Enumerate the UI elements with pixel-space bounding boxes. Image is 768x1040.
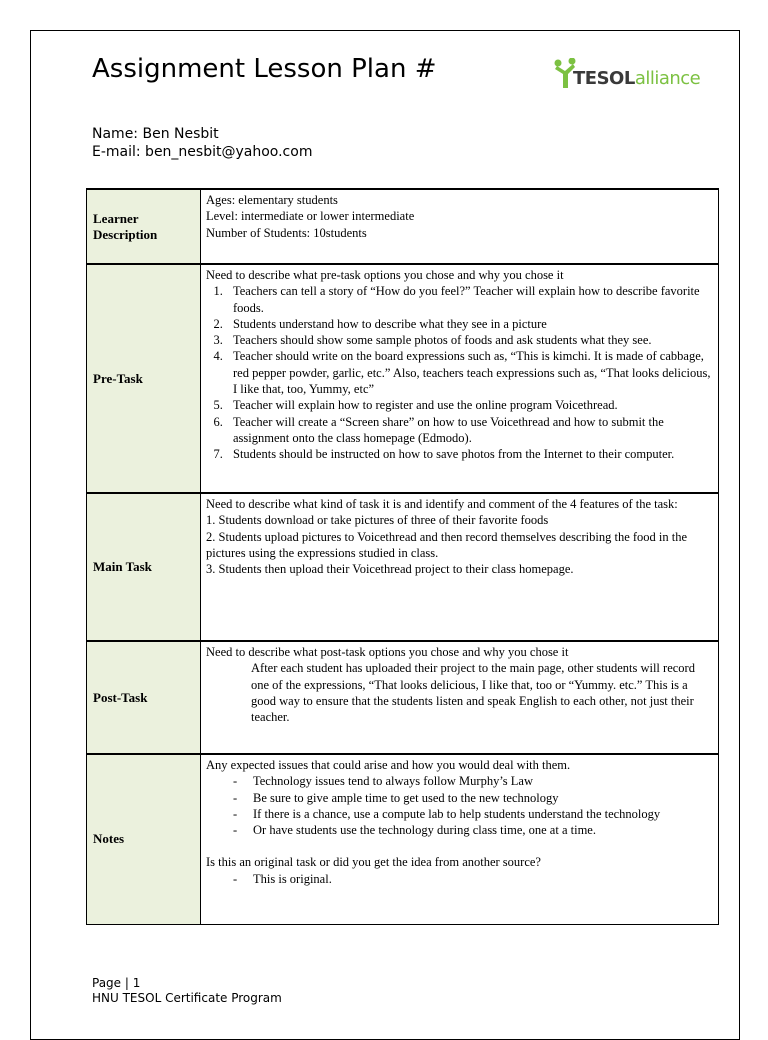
learner-ages: Ages: elementary students xyxy=(206,193,338,207)
posttask-label: Post-Task xyxy=(87,641,201,754)
maintask-step-3: 3. Students then upload their Voicethread project to their class homepage. xyxy=(206,562,574,577)
posttask-row xyxy=(87,641,719,754)
page-title: Assignment Lesson Plan # xyxy=(92,54,437,84)
list-item: 4. Teacher should write on the board expressions such as, “This is kimchi. It is made of cabbage, red pepper powder, garlic, etc.” Also, teachers teach expressions such as, “That looks delicious, I like that, too, Yummy, etc” xyxy=(226,348,714,397)
list-item: - This is original. xyxy=(233,871,332,886)
page-number: Page | 1 xyxy=(92,976,141,990)
learner-label: Learner Description xyxy=(87,189,201,264)
notes-list xyxy=(206,773,714,838)
list-item: - Be sure to give ample time to get used to the new technology xyxy=(233,790,559,805)
learner-level: Level: intermediate or lower intermediate xyxy=(206,209,415,224)
program-name: HNU TESOL Certificate Program xyxy=(92,991,282,1005)
notes-answer: This is original. xyxy=(253,871,332,886)
maintask-step-2: 2. Students upload pictures to Voicethread and then record themselves describing the food in the pictures using the expressions studied in class. xyxy=(206,529,688,560)
logo-text-tesol: TESOL xyxy=(573,68,635,89)
pretask-row xyxy=(87,264,719,493)
list-item: 6. Teacher will create a “Screen share” on how to use Voicethread and how to submit the assignment onto the class homepage (Edmodo). xyxy=(226,414,714,447)
posttask-body: After each student has uploaded their project to the main page, other students will record one of the expressions, “That looks delicious, I like that, too or “Yummy. etc.” This is a good way to ensure that the students listen and speak English to each other, not just their teacher. xyxy=(251,661,695,725)
pretask-list xyxy=(206,283,714,462)
list-item: 7. Students should be instructed on how to save photos from the Internet to their computer. xyxy=(226,446,714,462)
list-item: - Technology issues tend to always follow Murphy’s Law xyxy=(233,774,533,789)
learner-row xyxy=(87,189,719,264)
notes-row xyxy=(87,754,719,924)
list-item: - If there is a chance, use a compute lab to help students understand the technology xyxy=(233,806,661,821)
pretask-label: Pre-Task xyxy=(87,264,201,493)
notes-intro: Any expected issues that could arise and how you would deal with them. xyxy=(206,758,571,772)
list-item: 3. Teachers should show some sample photos of foods and ask students what they see. xyxy=(226,332,714,348)
learner-count: Number of Students: 10students xyxy=(206,225,367,240)
maintask-intro: Need to describe what kind of task it is and identify and comment of the 4 features of the task: xyxy=(206,497,678,511)
posttask-content xyxy=(201,641,719,754)
learner-content xyxy=(201,189,719,264)
pretask-intro: Need to describe what pre-task options you chose and why you chose it xyxy=(206,268,564,282)
logo-wordmark xyxy=(573,68,700,89)
maintask-step-1: 1. Students download or take pictures of three of their favorite foods xyxy=(206,513,549,528)
maintask-content xyxy=(201,493,719,641)
page-footer xyxy=(92,976,282,1006)
list-item: - Or have students use the technology during class time, one at a time. xyxy=(233,823,596,838)
contact-block xyxy=(92,125,312,161)
notes-answer-list xyxy=(206,871,714,887)
list-item: 1. Teachers can tell a story of “How do you feel?” Teacher will explain how to describe favorite foods. xyxy=(226,283,714,316)
author-email: E-mail: ben_nesbit@yahoo.com xyxy=(92,144,313,160)
tesol-alliance-logo xyxy=(553,58,703,94)
maintask-label: Main Task xyxy=(87,493,201,641)
pretask-content xyxy=(201,264,719,493)
lesson-plan-table xyxy=(86,188,719,925)
notes-content xyxy=(201,754,719,924)
notes-label: Notes xyxy=(87,754,201,924)
author-name: Name: Ben Nesbit xyxy=(92,126,219,142)
notes-question: Is this an original task or did you get the idea from another source? xyxy=(206,855,541,870)
list-item: 5. Teacher will explain how to register and use the online program Voicethread. xyxy=(226,397,714,413)
list-item: 2. Students understand how to describe what they see in a picture xyxy=(226,316,714,332)
posttask-intro: Need to describe what post-task options you chose and why you chose it xyxy=(206,645,569,659)
logo-text-alliance: alliance xyxy=(634,68,701,89)
maintask-row xyxy=(87,493,719,641)
